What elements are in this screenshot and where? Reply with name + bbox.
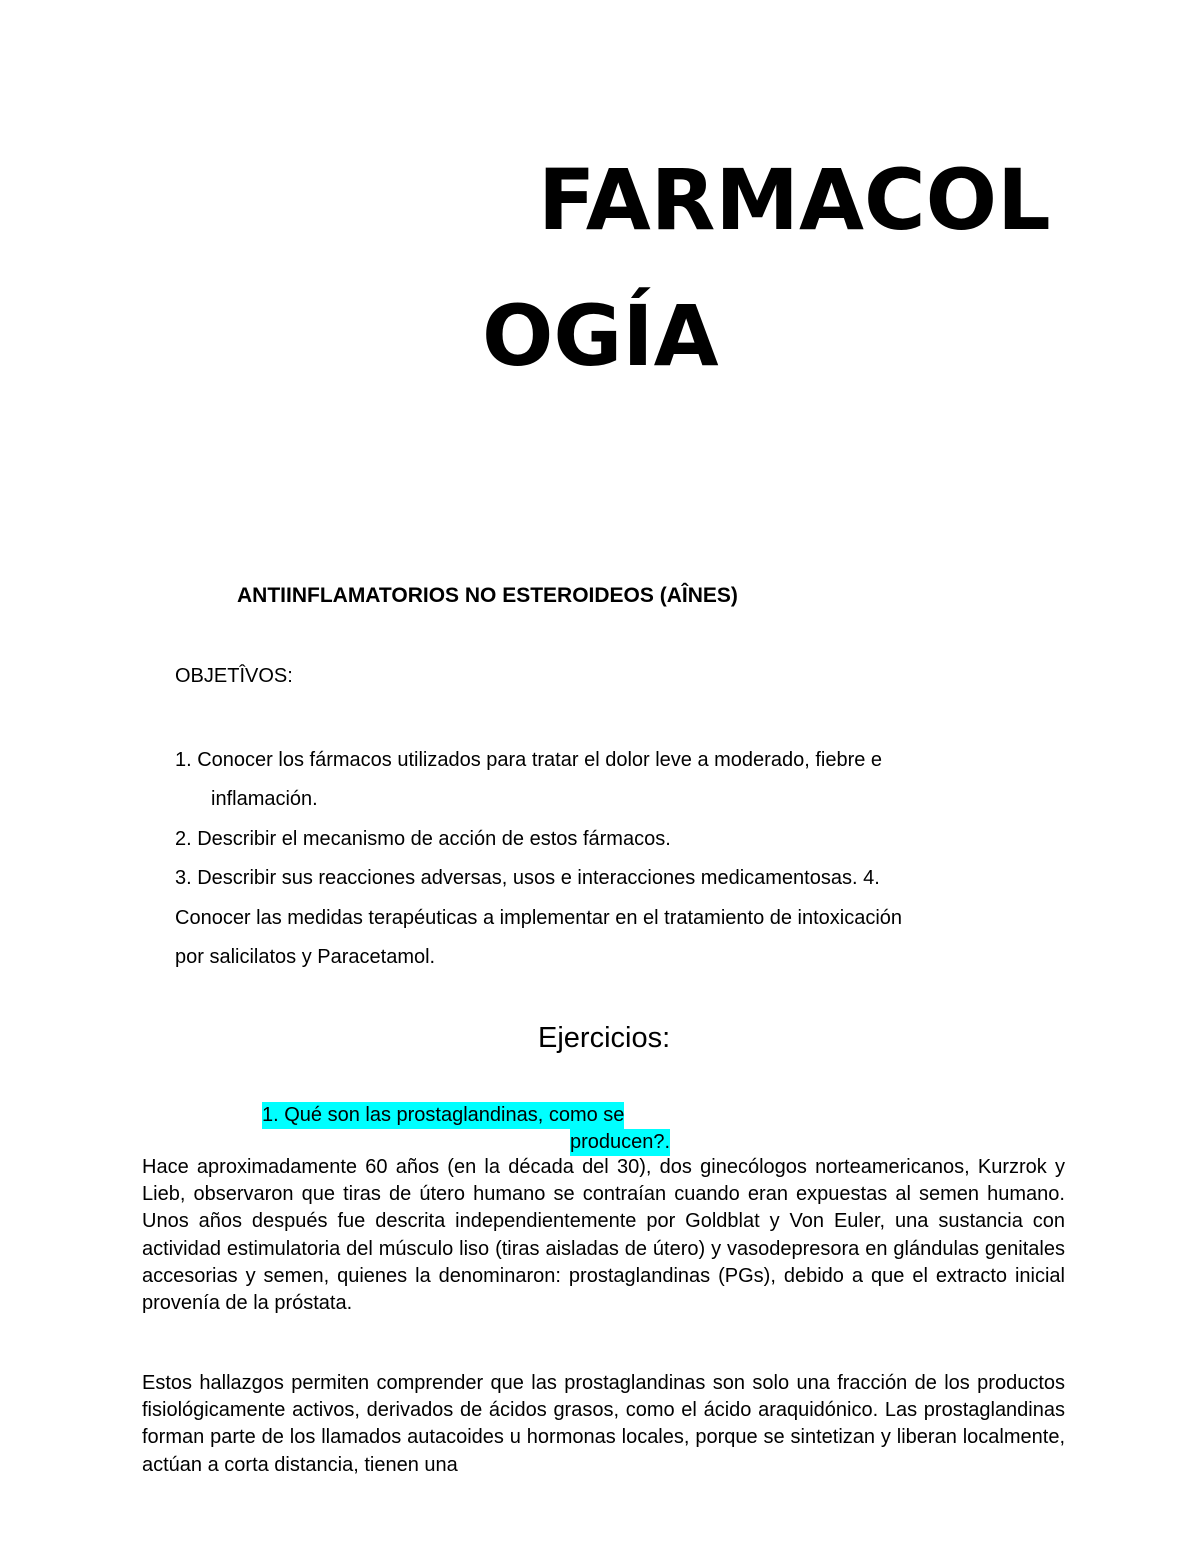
exercises-heading: Ejercicios: — [538, 1022, 671, 1054]
document-title-line-2: OGÍA — [482, 287, 719, 385]
objective-line: 2. Describir el mecanismo de acción de estos fármacos. — [175, 827, 671, 850]
objectives-label: OBJETÎVOS: — [175, 665, 293, 687]
highlighted-question-line-1: 1. Qué son las prostaglandinas, como se — [262, 1102, 624, 1129]
document-title-line-1: FARMACOL — [538, 151, 1051, 249]
objective-line: inflamación. — [211, 788, 318, 811]
highlighted-question-line-2: producen?. — [570, 1129, 670, 1156]
objective-line: Conocer las medidas terapéuticas a implementar en el tratamiento de intoxicación — [175, 906, 903, 929]
objective-line: por salicilatos y Paracetamol. — [175, 946, 436, 969]
document-subtitle: ANTIINFLAMATORIOS NO ESTEROIDEOS (AÎNES) — [237, 584, 738, 607]
objectives-list — [175, 741, 1055, 977]
objective-line: 1. Conocer los fármacos utilizados para tratar el dolor leve a moderado, fiebre e — [175, 749, 883, 771]
body-paragraph-2: Estos hallazgos permiten comprender que las prostaglandinas son solo una fracción de los productos fisiológicamente activos, derivados de ácidos grasos, como el ácido araquidónico. Las prostaglandinas forman parte de los llamados autacoides u hormonas locales, porque se sintetizan y liberan localmente, actúan a corta distancia, tienen una — [142, 1372, 1065, 1476]
objective-line: 3. Describir sus reacciones adversas, usos e interacciones medicamentosas. 4. — [175, 867, 880, 890]
body-paragraph-1: Hace aproximadamente 60 años (en la década del 30), dos ginecólogos norteamericanos, Kurzrok y Lieb, observaron que tiras de útero humano se contraían cuando eran expuestas al semen humano. Unos años después fue descrita independientemente por Goldblat y Von Euler, una sustancia con actividad estimulatoria del músculo liso (tiras aisladas de útero) y vasodepresora en glándulas genitales accesorias y semen, quienes la denominaron: prostaglandinas (PGs), debido a que el extracto inicial provenía de la próstata. — [142, 1156, 1065, 1315]
